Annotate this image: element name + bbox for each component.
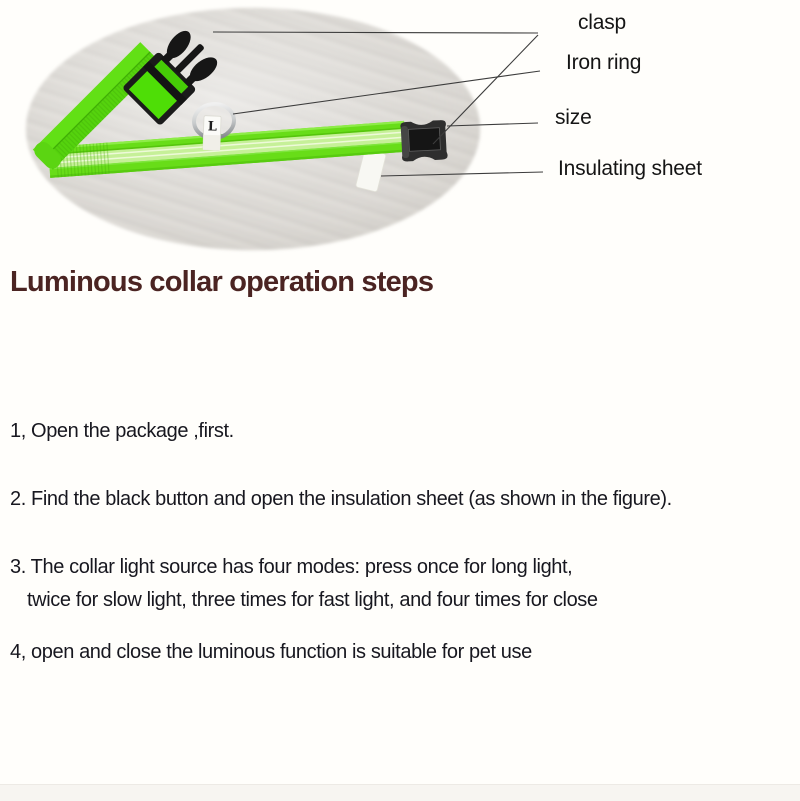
bottom-divider <box>0 784 800 801</box>
label-insulating-sheet: Insulating sheet <box>558 157 702 180</box>
step-3-line-1: 3. The collar light source has four modes: press once for long light, <box>10 556 573 578</box>
step-4: 4, open and close the luminous function is suitable for pet use <box>10 641 532 663</box>
label-iron-ring: Iron ring <box>566 51 642 74</box>
page-title: Luminous collar operation steps <box>10 266 434 298</box>
step-3-line-2: twice for slow light, three times for fast light, and four times for close <box>27 589 598 611</box>
size-tag-letter: L <box>207 119 218 135</box>
size-adjuster-buckle <box>400 120 448 162</box>
product-figure <box>0 0 800 262</box>
size-tag <box>203 116 221 151</box>
label-size: size <box>555 106 592 129</box>
label-clasp: clasp <box>578 11 627 34</box>
step-2: 2. Find the black button and open the insulation sheet (as shown in the figure). <box>10 488 672 510</box>
step-1: 1, Open the package ,first. <box>10 420 234 442</box>
